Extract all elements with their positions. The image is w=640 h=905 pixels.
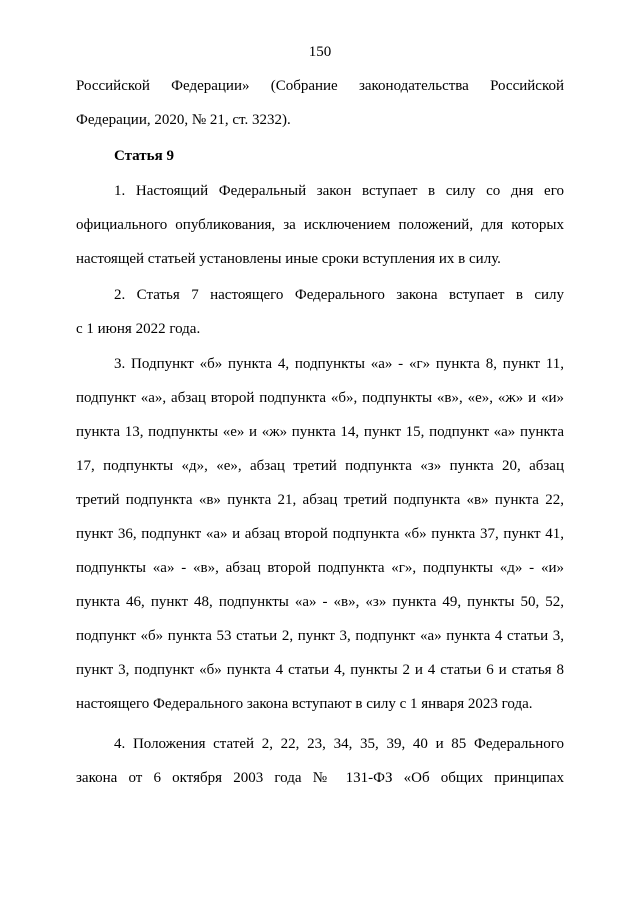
text-line: третий подпункта «в» пункта 21, абзац третий подпункта «в» пункта 22, [76,492,564,508]
text-line: закона от 6 октября 2003 года № 131-ФЗ «Об общих принципах [76,770,564,786]
text-line: 4. Положения статей 2, 22, 23, 34, 35, 39, 40 и 85 Федерального [114,736,564,752]
text-line: пункт 36, подпункт «а» и абзац второй подпункта «б» пункта 37, пункт 41, [76,526,564,542]
text-line: пункта 46, пункт 48, подпункты «а» - «в», «з» пункта 49, пункты 50, 52, [76,594,564,610]
text-line: пункт 3, подпункт «б» пункта 4 статьи 4, пункты 2 и 4 статьи 6 и статья 8 [76,662,564,678]
article-heading: Статья 9 [114,148,174,164]
text-line: подпункт «б» пункта 53 статьи 2, пункт 3, подпункт «а» пункта 4 статьи 3, [76,628,564,644]
text-line: подпункты «а» - «в», абзац второй подпункта «г», подпункты «д» - «и» [76,560,564,576]
text-line: настоящего Федерального закона вступают в силу с 1 января 2023 года. [76,696,533,712]
page-number: 150 [308,44,332,60]
text-line: Российской Федерации» (Собрание законодательства Российской [76,78,564,94]
text-line: настоящей статьей установлены иные сроки вступления их в силу. [76,251,501,267]
text-line: 2. Статья 7 настоящего Федерального закона вступает в силу [114,287,564,303]
text-line: подпункт «а», абзац второй подпункта «б», подпункты «в», «е», «ж» и «и» [76,390,564,406]
text-line: 17, подпункты «д», «е», абзац третий подпункта «з» пункта 20, абзац [76,458,564,474]
text-line: пункта 13, подпункты «е» и «ж» пункта 14, пункт 15, подпункт «а» пункта [76,424,564,440]
text-line: с 1 июня 2022 года. [76,321,201,337]
text-line: 3. Подпункт «б» пункта 4, подпункты «а» - «г» пункта 8, пункт 11, [114,356,564,372]
text-line: 1. Настоящий Федеральный закон вступает в силу со дня его [114,183,564,199]
text-line: Федерации, 2020, № 21, ст. 3232). [76,112,291,128]
text-line: официального опубликования, за исключением положений, для которых [76,217,564,233]
